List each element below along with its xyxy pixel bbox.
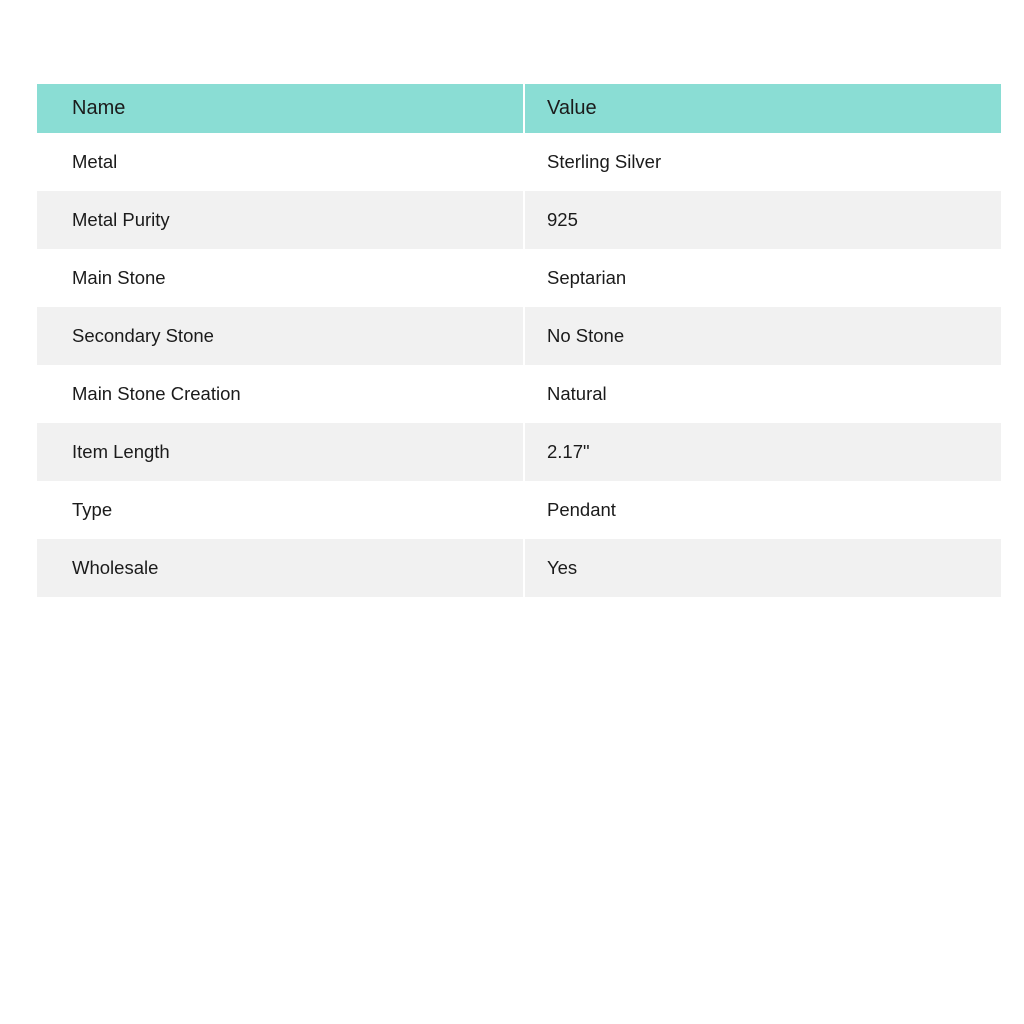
cell-value: Septarian	[524, 249, 1001, 307]
table-row	[37, 423, 1001, 481]
table-row	[37, 365, 1001, 423]
cell-name: Main Stone Creation	[37, 365, 524, 423]
cell-value: 925	[524, 191, 1001, 249]
cell-name: Item Length	[37, 423, 524, 481]
table-body	[37, 133, 1001, 597]
cell-name: Wholesale	[37, 539, 524, 597]
table-header	[37, 84, 1001, 133]
cell-value: Natural	[524, 365, 1001, 423]
cell-value: 2.17"	[524, 423, 1001, 481]
table-row	[37, 539, 1001, 597]
table-row	[37, 481, 1001, 539]
table-header-row	[37, 84, 1001, 133]
cell-value: Sterling Silver	[524, 133, 1001, 191]
cell-name: Metal	[37, 133, 524, 191]
cell-name: Metal Purity	[37, 191, 524, 249]
table-row	[37, 249, 1001, 307]
table-row	[37, 191, 1001, 249]
table-row	[37, 307, 1001, 365]
column-header-value: Value	[524, 84, 1001, 133]
product-specifications-table	[37, 84, 1001, 597]
cell-name: Type	[37, 481, 524, 539]
cell-value: Yes	[524, 539, 1001, 597]
column-header-name: Name	[37, 84, 524, 133]
cell-name: Secondary Stone	[37, 307, 524, 365]
cell-value: No Stone	[524, 307, 1001, 365]
cell-value: Pendant	[524, 481, 1001, 539]
cell-name: Main Stone	[37, 249, 524, 307]
table-row	[37, 133, 1001, 191]
